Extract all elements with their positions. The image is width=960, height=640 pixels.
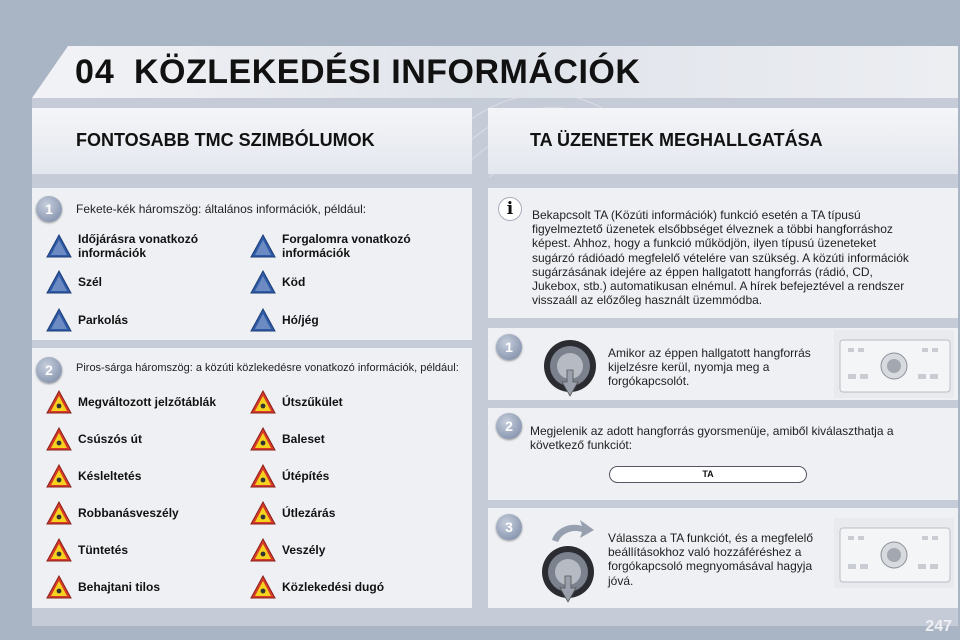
page-number: 247: [925, 618, 952, 635]
step-badge: 3: [496, 514, 522, 540]
symbol-label: Forgalomra vonatkozó információk: [282, 232, 411, 260]
warning-triangle-icon: [250, 538, 276, 562]
warning-triangle-icon: [46, 308, 72, 332]
symbol-label: Hó/jég: [282, 313, 319, 327]
info-text: Bekapcsolt TA (Közúti információk) funkció esetén a TA típusú figyelmeztető üzenetek elsőbbséget élveznek a többi hangforráshoz képest. Ahhoz, hogy a funkció működjön, ilyen típusú üzeneteket sugárzó rádióadó megfelelő vételére van szükség. A közúti információk sugárzásának idejére az éppen hallgatott hangforrás (rádió, CD, Jukebox, stb.) automatikusan elnémul. A hírek befejeztével a rendszer visszaáll az előzőleg használt üzemmódba.: [532, 208, 909, 308]
symbol-item: [250, 232, 422, 260]
warning-triangle-icon: [250, 234, 276, 258]
step-badge: 2: [36, 357, 62, 383]
symbol-label: Útlezárás: [282, 506, 336, 520]
symbol-label: Parkolás: [78, 313, 129, 327]
step-text: Amikor az éppen hallgatott hangforrás kijelzésre kerül, nyomja meg a forgókapcsolót.: [608, 346, 811, 389]
warning-triangle-icon: [46, 575, 72, 599]
left-section-header: FONTOSABB TMC SZIMBÓLUMOK: [32, 108, 472, 174]
symbol-item: [250, 501, 335, 525]
warning-triangle-icon: [250, 390, 276, 414]
symbol-item: [250, 270, 305, 294]
warning-triangle-icon: [250, 308, 276, 332]
step-badge: 1: [496, 334, 522, 360]
step-2-box: [488, 408, 958, 500]
symbol-label: Késleltetés: [78, 469, 142, 483]
step-text: Megjelenik az adott hangforrás gyorsmenüje, amiből kiválaszthatja a következő funkciót:: [530, 424, 894, 453]
radio-unit-icon: [834, 518, 954, 588]
symbol-label: Útépítés: [282, 469, 330, 483]
warning-triangle-icon: [46, 427, 72, 451]
rotary-knob-icon: [542, 336, 598, 398]
symbol-item: [46, 427, 142, 451]
warning-triangle-icon: [46, 464, 72, 488]
symbol-label: Időjárásra vonatkozó információk: [78, 232, 199, 260]
section-intro: Fekete-kék háromszög: általános információk, például:: [76, 202, 367, 216]
symbol-item: [250, 464, 329, 488]
symbol-item: [250, 575, 384, 599]
symbol-item: [250, 308, 319, 332]
symbol-item: [46, 390, 216, 414]
step-text: Válassza a TA funkciót, és a megfelelő beállításokhoz való hozzáféréshez a forgókapcsoló megnyomásával hagyja jóvá.: [608, 531, 814, 588]
section-intro: Piros-sárga háromszög: a közúti közlekedésre vonatkozó információk, például:: [76, 362, 459, 374]
warning-triangle-icon: [250, 464, 276, 488]
info-icon: i: [498, 197, 522, 221]
warning-triangle-icon: [250, 427, 276, 451]
warning-triangle-icon: [46, 270, 72, 294]
ta-menu-option[interactable]: TA: [609, 466, 807, 483]
step-badge: 1: [36, 196, 62, 222]
symbol-item: [46, 575, 160, 599]
chapter-number: 04: [75, 53, 115, 91]
step-badge: 2: [496, 413, 522, 439]
symbol-item: [46, 308, 128, 332]
symbol-item: [250, 390, 343, 414]
symbol-item: [46, 232, 218, 260]
symbol-label: Behajtani tilos: [78, 580, 161, 594]
warning-triangle-icon: [250, 270, 276, 294]
warning-triangle-icon: [46, 538, 72, 562]
symbol-label: Robbanásveszély: [78, 506, 179, 520]
radio-unit-icon: [834, 330, 954, 398]
warning-triangle-icon: [250, 501, 276, 525]
symbol-item: [46, 538, 128, 562]
symbol-label: Tüntetés: [78, 543, 129, 557]
symbol-label: Köd: [282, 275, 306, 289]
banner-corner: [32, 46, 68, 98]
right-section-header: TA ÜZENETEK MEGHALLGATÁSA: [488, 108, 958, 174]
warning-triangle-icon: [250, 575, 276, 599]
symbol-label: Megváltozott jelzőtáblák: [78, 395, 217, 409]
warning-triangle-icon: [46, 234, 72, 258]
symbol-label: Útszűkület: [282, 395, 343, 409]
symbol-item: [250, 427, 325, 451]
symbol-item: [46, 464, 141, 488]
symbol-label: Csúszós út: [78, 432, 143, 446]
symbol-label: Veszély: [282, 543, 326, 557]
warning-triangle-icon: [46, 390, 72, 414]
symbol-label: Szél: [78, 275, 103, 289]
rotary-knob-icon: [538, 518, 604, 604]
symbol-label: Közlekedési dugó: [282, 580, 385, 594]
warning-triangle-icon: [46, 501, 72, 525]
symbol-item: [46, 501, 179, 525]
symbol-label: Baleset: [282, 432, 325, 446]
symbol-item: [46, 270, 102, 294]
chapter-title: KÖZLEKEDÉSI INFORMÁCIÓK: [134, 53, 641, 91]
symbol-item: [250, 538, 325, 562]
